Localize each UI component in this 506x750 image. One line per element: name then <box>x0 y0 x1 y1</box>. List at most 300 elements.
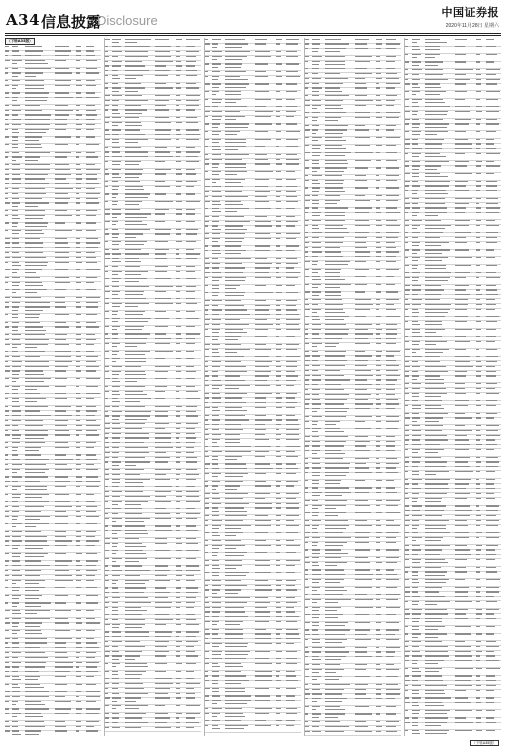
table-cell-text <box>186 291 195 292</box>
table-cell-text <box>286 216 295 217</box>
table-cell-text <box>286 434 299 435</box>
table-cell-text <box>105 428 110 429</box>
table-cell-text <box>276 451 280 452</box>
table-cell-text <box>276 688 280 689</box>
table-cell-text <box>155 221 165 222</box>
table-cell-text <box>125 708 139 709</box>
table-cell-text <box>455 660 472 661</box>
table-cell-text <box>76 523 80 524</box>
table-cell-text <box>355 207 372 208</box>
table-cell-text <box>112 693 119 694</box>
table-cell-text <box>355 421 365 422</box>
table-cell-text <box>476 697 480 698</box>
table-cell-text <box>255 663 272 664</box>
table-cell-text <box>5 386 9 387</box>
table-cell-text <box>386 579 399 580</box>
table-cell-text <box>355 557 368 558</box>
table-cell-text <box>125 587 146 588</box>
table-cell-text <box>212 476 218 477</box>
table-cell-text <box>12 472 17 473</box>
table-cell-text <box>405 139 410 140</box>
table-cell-text <box>312 160 319 161</box>
table-cell-text <box>12 415 21 416</box>
table-cell-text <box>486 515 496 516</box>
table-cell-text <box>355 212 369 213</box>
table-cell-text <box>55 289 66 290</box>
table-cell-text <box>76 406 82 407</box>
table-cell-text <box>376 309 379 310</box>
table-cell-text <box>125 201 142 202</box>
table-cell-text <box>125 87 145 88</box>
table-cell-text <box>225 119 236 120</box>
table-cell-text <box>412 79 420 80</box>
table-cell-text <box>186 411 196 412</box>
table-cell-text <box>325 579 344 580</box>
table-cell-text <box>305 187 308 188</box>
table-cell-text <box>376 351 382 352</box>
table-cell-text <box>312 312 317 313</box>
table-cell-text <box>476 321 481 322</box>
table-cell-text <box>176 75 180 76</box>
table-cell-text <box>12 188 19 189</box>
table-cell-text <box>286 680 298 681</box>
table-cell-text <box>225 288 236 289</box>
table-cell-text <box>476 457 480 458</box>
table-cell-text <box>55 684 67 685</box>
table-cell-text <box>5 560 9 561</box>
table-cell-text <box>225 629 243 630</box>
table-cell-text <box>286 385 294 386</box>
table-cell-text <box>425 567 441 568</box>
table-cell-text <box>212 76 219 77</box>
table-cell-text <box>5 60 10 61</box>
table-cell-text <box>225 540 241 541</box>
table-cell-text <box>155 697 170 698</box>
table-cell-text <box>55 713 69 714</box>
table-cell-text <box>376 100 381 101</box>
table-cell-text <box>286 611 295 612</box>
table-cell-text <box>176 70 181 71</box>
table-cell-text <box>312 495 320 496</box>
table-cell-text <box>255 621 269 622</box>
table-cell-text <box>55 277 69 278</box>
table-cell-text <box>412 457 421 458</box>
table-cell-text <box>112 398 118 399</box>
table-cell-text <box>476 596 481 597</box>
table-cell-text <box>176 371 181 372</box>
table-cell-text <box>25 606 41 607</box>
table-cell-text <box>86 326 99 327</box>
table-cell-text <box>205 250 208 251</box>
table-cell-text <box>212 253 221 254</box>
table-cell-text <box>212 691 219 692</box>
table-cell-text <box>86 523 97 524</box>
table-cell-text <box>455 425 465 426</box>
table-cell-text <box>276 680 281 681</box>
table-cell-text <box>405 106 409 107</box>
table-cell-text <box>176 411 180 412</box>
table-cell-text <box>186 46 195 47</box>
table-cell-text <box>12 587 20 588</box>
table-cell-text <box>286 658 297 659</box>
table-cell-text <box>105 83 108 84</box>
table-cell-text <box>405 309 408 310</box>
table-cell-text <box>486 405 496 406</box>
table-cell-text <box>25 540 47 541</box>
table-cell-text <box>325 709 345 710</box>
table-cell-text <box>355 698 371 699</box>
table-cell-text <box>112 722 118 723</box>
table-cell-text <box>186 333 200 334</box>
table-cell-text <box>312 108 317 109</box>
table-cell-text <box>186 614 195 615</box>
table-cell-text <box>486 143 494 144</box>
table-cell-text <box>455 483 469 484</box>
table-cell-text <box>86 494 94 495</box>
table-cell-text <box>276 446 280 447</box>
page-number: A34 <box>6 11 41 29</box>
table-cell-text <box>455 289 466 290</box>
table-cell-text <box>286 272 300 273</box>
table-cell-text <box>255 272 269 273</box>
table-cell-text <box>386 73 397 74</box>
table-cell-text <box>276 397 282 398</box>
table-cell-text <box>212 285 219 286</box>
table-cell-text <box>376 480 382 481</box>
table-cell-text <box>112 678 119 679</box>
table-cell-text <box>55 178 66 179</box>
table-cell-text <box>12 575 22 576</box>
table-cell-text <box>176 56 180 57</box>
table-cell-text <box>255 525 271 526</box>
table-cell-text <box>155 87 173 88</box>
table-cell-text <box>186 624 199 625</box>
table-cell-text <box>455 161 469 162</box>
table-cell-text <box>5 671 9 672</box>
table-cell-text <box>112 161 121 162</box>
table-cell-text <box>86 386 98 387</box>
table-cell-text <box>212 375 218 376</box>
table-cell-text <box>112 496 120 497</box>
table-cell-text <box>55 124 67 125</box>
table-cell-text <box>286 245 299 246</box>
table-cell-text <box>386 187 399 188</box>
table-cell-text <box>325 651 349 652</box>
table-cell-text <box>486 91 500 92</box>
table-cell-text <box>225 309 247 310</box>
table-cell-text <box>486 646 499 647</box>
table-cell-text <box>25 580 45 581</box>
table-cell-text <box>276 415 282 416</box>
table-cell-text <box>355 100 373 101</box>
table-cell-text <box>455 207 466 208</box>
table-cell-text <box>405 321 408 322</box>
table-cell-text <box>376 713 380 714</box>
table-cell-text <box>5 97 9 98</box>
table-cell-text <box>212 446 219 447</box>
table-cell-text <box>276 434 281 435</box>
table-cell-text <box>105 311 109 312</box>
table-cell-text <box>325 163 348 164</box>
table-cell-text <box>412 173 419 174</box>
table-cell-text <box>412 501 417 502</box>
table-cell-text <box>405 99 409 100</box>
table-cell-text <box>286 43 298 44</box>
table-cell-text <box>225 51 250 52</box>
table-cell-text <box>176 398 180 399</box>
table-cell-text <box>276 638 281 639</box>
table-cell-text <box>225 643 248 644</box>
table-cell-text <box>476 626 480 627</box>
table-cell-text <box>112 705 121 706</box>
table-cell-text <box>286 163 299 164</box>
table-cell-text <box>5 540 9 541</box>
table-cell-text <box>155 496 166 497</box>
table-cell-text <box>25 55 41 56</box>
table-cell-text <box>476 730 482 731</box>
table-cell-text <box>176 607 180 608</box>
table-cell-text <box>476 341 481 342</box>
table-cell-text <box>325 129 347 130</box>
table-cell-text <box>55 378 67 379</box>
table-cell-text <box>255 146 265 147</box>
table-cell-text <box>255 116 271 117</box>
table-cell-text <box>212 485 218 486</box>
table-cell-text <box>486 329 496 330</box>
table-cell-text <box>186 201 200 202</box>
table-cell-text <box>405 488 408 489</box>
table-cell-text <box>212 142 219 143</box>
table-cell-text <box>455 613 466 614</box>
table-cell-text <box>286 675 296 676</box>
section-label: （下转A35版） <box>7 39 33 43</box>
table-cell-text <box>312 693 322 694</box>
table-cell-text <box>25 381 44 382</box>
table-cell-text <box>186 151 200 152</box>
table-cell-text <box>25 575 40 576</box>
table-cell-text <box>125 173 142 174</box>
table-cell-text <box>386 61 395 62</box>
table-cell-text <box>186 433 195 434</box>
table-cell-text <box>12 602 19 603</box>
table-cell-text <box>455 722 473 723</box>
table-cell-text <box>225 607 244 608</box>
table-cell-text <box>212 503 221 504</box>
table-cell-text <box>112 298 120 299</box>
table-cell-text <box>225 611 245 612</box>
table-cell-text <box>5 50 9 51</box>
table-cell-text <box>476 525 480 526</box>
table-cell-text <box>355 145 370 146</box>
table-cell-text <box>25 630 41 631</box>
table-cell-text <box>76 531 81 532</box>
table-cell-text <box>76 494 81 495</box>
table-cell-text <box>425 332 436 333</box>
table-cell-text <box>105 87 108 88</box>
table-cell-text <box>55 361 72 362</box>
table-cell-text <box>55 230 72 231</box>
table-cell-text <box>25 696 49 697</box>
table-cell-text <box>255 700 270 701</box>
table-cell-text <box>105 351 109 352</box>
table-cell-text <box>12 60 22 61</box>
table-cell-text <box>76 326 81 327</box>
table-cell-text <box>186 525 196 526</box>
table-cell-text <box>476 722 481 723</box>
table-cell-text <box>205 208 208 209</box>
table-cell-text <box>225 285 240 286</box>
table-cell-text <box>312 133 316 134</box>
table-cell-text <box>486 579 500 580</box>
table-cell-text <box>25 326 43 327</box>
table-cell-text <box>386 394 395 395</box>
table-cell-text <box>25 188 45 189</box>
table-cell-text <box>412 449 420 450</box>
table-cell-text <box>486 479 495 480</box>
table-cell-text <box>205 393 209 394</box>
table-cell-text <box>125 209 140 210</box>
table-cell-text <box>486 79 500 80</box>
table-cell-text <box>225 633 243 634</box>
table-cell-text <box>5 85 9 86</box>
table-cell-text <box>76 110 79 111</box>
table-cell-text <box>325 669 344 670</box>
table-cell-text <box>176 147 180 148</box>
table-cell-text <box>376 137 382 138</box>
table-cell-text <box>455 190 469 191</box>
table-cell-text <box>325 228 347 229</box>
table-cell-text <box>412 435 421 436</box>
table-cell-text <box>12 595 21 596</box>
table-cell-text <box>12 652 21 653</box>
table-cell-text <box>225 572 249 573</box>
table-cell-text <box>176 386 181 387</box>
table-cell-text <box>112 189 118 190</box>
table-cell-text <box>205 371 208 372</box>
table-cell-text <box>305 408 309 409</box>
table-cell-text <box>25 570 41 571</box>
table-cell-text <box>312 467 321 468</box>
table-cell-text <box>455 232 471 233</box>
table-cell-text <box>5 565 8 566</box>
table-cell-text <box>225 439 240 440</box>
table-cell-text <box>105 186 108 187</box>
table-cell-text <box>25 679 38 680</box>
table-cell-text <box>76 721 81 722</box>
table-cell-text <box>455 439 469 440</box>
table-cell-text <box>205 216 209 217</box>
table-cell-text <box>12 691 20 692</box>
table-cell-text <box>86 136 95 137</box>
table-cell-text <box>105 469 109 470</box>
table-cell-text <box>455 525 468 526</box>
table-cell-text <box>176 105 179 106</box>
table-cell-text <box>412 554 418 555</box>
table-cell-text <box>125 624 145 625</box>
table-cell-text <box>486 430 498 431</box>
table-cell-text <box>25 489 47 490</box>
table-cell-text <box>455 505 470 506</box>
table-cell-text <box>405 225 409 226</box>
table-cell-text <box>212 349 218 350</box>
table-cell-text <box>286 56 298 57</box>
table-cell-text <box>412 540 416 541</box>
table-cell-text <box>155 147 167 148</box>
table-cell-text <box>105 406 110 407</box>
table-cell-text <box>276 258 281 259</box>
table-cell-text <box>155 213 165 214</box>
table-cell-text <box>312 458 320 459</box>
table-cell-text <box>155 391 165 392</box>
table-cell-text <box>205 154 208 155</box>
table-cell-text <box>212 295 218 296</box>
table-cell-text <box>455 651 471 652</box>
table-cell-text <box>155 646 167 647</box>
table-cell-text <box>225 658 246 659</box>
table-cell-text <box>405 660 409 661</box>
table-cell-text <box>425 312 448 313</box>
table-cell-text <box>325 726 349 727</box>
table-cell-text <box>486 488 495 489</box>
table-cell-text <box>186 651 195 652</box>
table-cell-text <box>55 136 71 137</box>
table-cell-text <box>325 472 349 473</box>
table-cell-text <box>286 76 300 77</box>
table-cell-text <box>476 272 481 273</box>
table-cell-text <box>86 306 98 307</box>
table-cell-text <box>376 721 380 722</box>
table-cell-text <box>12 406 20 407</box>
table-cell-text <box>486 417 494 418</box>
table-cell-text <box>12 630 20 631</box>
table-cell-text <box>355 316 366 317</box>
table-cell-text <box>425 341 447 342</box>
table-cell-text <box>386 48 396 49</box>
table-cell-text <box>425 299 440 300</box>
table-cell-text <box>12 226 17 227</box>
table-cell-text <box>212 56 222 57</box>
table-cell-text <box>325 91 342 92</box>
table-cell-text <box>425 717 448 718</box>
table-cell-text <box>176 663 182 664</box>
table-cell-text <box>176 229 181 230</box>
table-cell-text <box>205 314 208 315</box>
table-cell-text <box>455 435 467 436</box>
table-cell-text <box>405 702 410 703</box>
table-cell-text <box>476 61 480 62</box>
table-cell-text <box>312 137 322 138</box>
table-cell-text <box>76 169 81 170</box>
table-cell-text <box>276 419 282 420</box>
table-cell-text <box>176 311 180 312</box>
table-cell-text <box>276 344 282 345</box>
table-cell-text <box>325 525 349 526</box>
table-cell-text <box>112 674 118 675</box>
table-cell-text <box>412 69 422 70</box>
table-cell-text <box>125 271 148 272</box>
table-cell-text <box>212 216 219 217</box>
table-cell-text <box>112 354 117 355</box>
table-cell-text <box>312 629 318 630</box>
table-cell-text <box>112 697 121 698</box>
table-cell-text <box>412 613 421 614</box>
table-cell-text <box>25 633 42 634</box>
table-cell-text <box>325 508 336 509</box>
table-cell-text <box>25 691 49 692</box>
table-cell-text <box>125 151 148 152</box>
table-cell-text <box>276 532 281 533</box>
table-cell-text <box>176 209 182 210</box>
